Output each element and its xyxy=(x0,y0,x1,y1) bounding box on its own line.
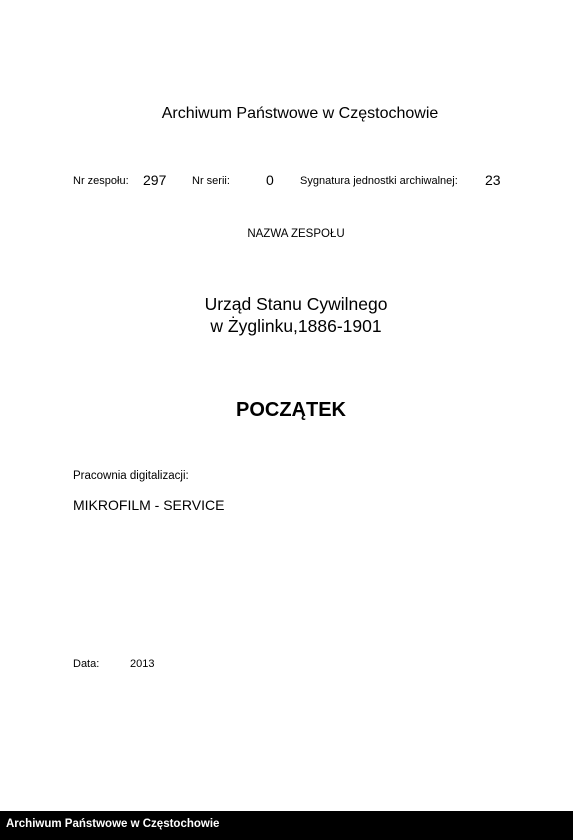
archival-signature-value: 23 xyxy=(485,172,501,188)
fond-name-line-1: Urząd Stanu Cywilnego xyxy=(204,294,388,314)
fond-name-heading: NAZWA ZESPOŁU xyxy=(247,228,345,240)
fond-name xyxy=(0,293,573,337)
document-start-marker: POCZĄTEK xyxy=(236,399,346,421)
series-number-label: Nr serii: xyxy=(192,175,230,187)
series-number-value: 0 xyxy=(266,172,274,188)
date-value: 2013 xyxy=(130,658,155,670)
digitization-lab-label: Pracownia digitalizacji: xyxy=(73,470,189,482)
footer-archive-name: Archiwum Państwowe w Częstochowie xyxy=(6,818,220,830)
fond-name-line-2: w Żyglinku,1886-1901 xyxy=(210,316,382,336)
archive-title: Archiwum Państwowe w Częstochowie xyxy=(161,105,439,122)
digitization-lab-value: MIKROFILM - SERVICE xyxy=(73,497,225,513)
archival-signature-label: Sygnatura jednostki archiwalnej: xyxy=(300,175,458,187)
fond-number-label: Nr zespołu: xyxy=(73,175,129,187)
fond-number-value: 297 xyxy=(143,172,167,188)
date-label: Data: xyxy=(73,658,100,670)
